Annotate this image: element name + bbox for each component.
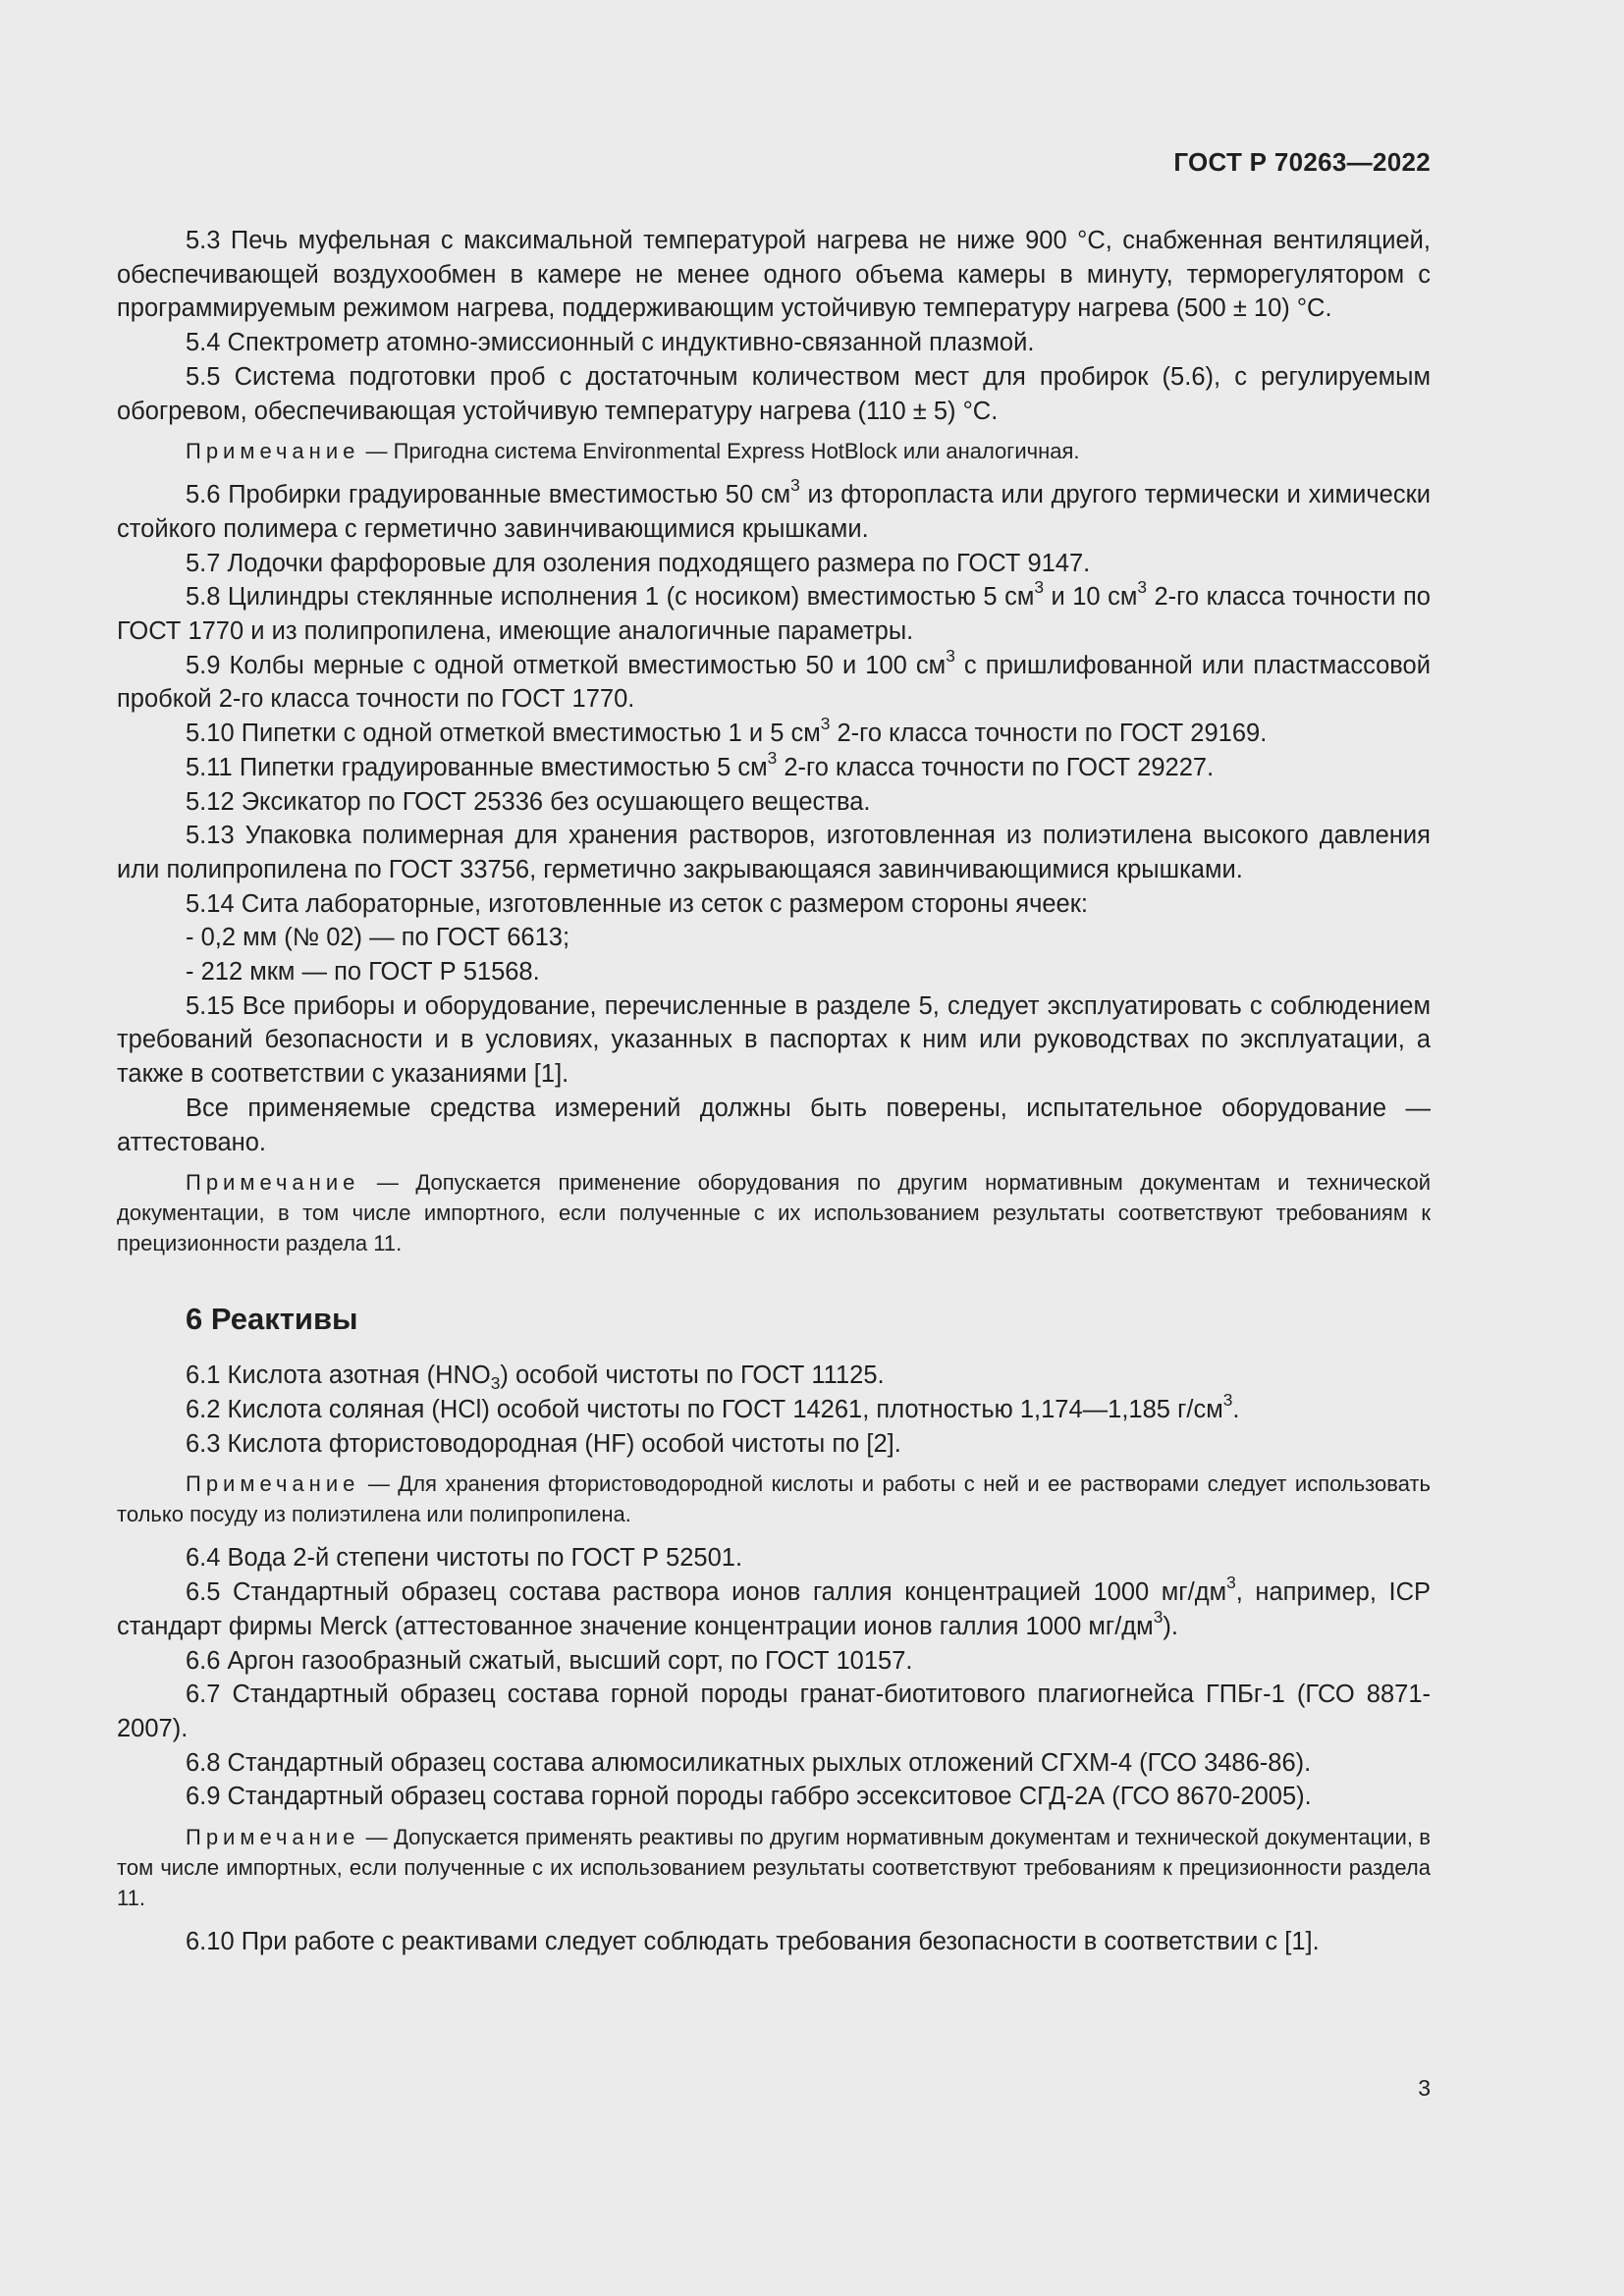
clause-5-8-part: 5.8 Цилиндры стеклянные исполнения 1 (с носиком) вместимостью 5 см [186,583,1035,612]
note-text: — Допускается применение оборудования по другим нормативным документам и технической документации, в том числе импортного, если полученные с их использованием результаты соответствуют требованиям к прецизионности раздела 11. [117,1170,1431,1256]
clause-6-6: 6.6 Аргон газообразный сжатый, высший сорт, по ГОСТ 10157. [186,1646,913,1675]
clause-5-7: 5.7 Лодочки фарфоровые для озоления подходящего размера по ГОСТ 9147. [186,549,1091,577]
clause-6-5-part: 6.5 Стандартный образец состава раствора ионов галлия концентрацией 1000 мг/дм [186,1578,1227,1607]
section-6-heading: 6 Реактивы [186,1302,358,1337]
note-label: Примечание [186,1471,360,1497]
superscript: 3 [1153,1606,1164,1627]
clause-5-10 [117,714,1431,751]
clause-6-5 [117,1575,1431,1643]
note-5-5 [117,436,1431,466]
page-number: 3 [1418,2075,1431,2101]
document-header: ГОСТ Р 70263—2022 [1173,147,1431,177]
note-label: Примечание [186,1170,360,1196]
superscript: 3 [790,475,800,496]
note-text: — Допускается применять реактивы по другим нормативным документам и технической документации, в том числе импортных, если полученные с их использованием результаты соответствуют требованиям к прецизионности раздела 11. [117,1825,1431,1911]
clause-5-13: 5.13 Упаковка полимерная для хранения растворов, изготовленная из полиэтилена высокого давления или полипропилена по ГОСТ 33756, герметично закрывающаяся завинчивающимися крышками. [117,822,1431,883]
clause-6-8: 6.8 Стандартный образец состава алюмосиликатных рыхлых отложений СГХМ-4 (ГСО 3486-86). [186,1748,1312,1777]
clause-5-14-item-1: - 0,2 мм (№ 02) — по ГОСТ 6613; [186,924,570,952]
clause-5-11-part: 5.11 Пипетки градуированные вместимостью 5 см [186,753,768,781]
clause-6-1-part: ) особой чистоты по ГОСТ 11125. [500,1362,885,1390]
clause-5-4: 5.4 Спектрометр атомно-эмиссионный с индуктивно-связанной плазмой. [186,329,1035,357]
clause-5-8-part: и 10 см [1044,583,1138,612]
superscript: 3 [1222,1389,1233,1410]
clause-6-9: 6.9 Стандартный образец состава горной породы габбро эссекситовое СГД-2А (ГСО 8670-2005). [186,1783,1312,1811]
note-text: — Пригодна система Environmental Express HotBlock или аналогичная. [359,439,1080,464]
clause-6-7: 6.7 Стандартный образец состава горной породы гранат-биотитового плагиогнейса ГПБг-1 (ГСО 8871-2007). [117,1681,1431,1742]
clause-6-2-part: 6.2 Кислота соляная (HCl) особой чистоты по ГОСТ 14261, плотностью 1,174—1,185 г/см [186,1395,1223,1423]
clause-5-9 [117,645,1431,717]
clause-5-10-part: 5.10 Пипетки с одной отметкой вместимостью 1 и 5 см [186,720,821,748]
note-label: Примечание [186,439,360,464]
clause-5-14: 5.14 Сита лабораторные, изготовленные из сеток с размером стороны ячеек: [186,889,1088,918]
note-label: Примечание [186,1825,360,1850]
note-6-3 [117,1468,1431,1529]
clause-6-2 [117,1389,1431,1427]
clause-5-3: 5.3 Печь муфельная с максимальной температурой нагрева не ниже 900 °С, снабженная вентиляцией, обеспечивающей воздухообмен в камере не менее одного объема камеры в минуту, терморегулятором с программируемым режимом нагрева, поддерживающим устойчивую температуру нагрева (500 ± 10) °С. [117,227,1431,323]
clause-5-8 [117,577,1431,648]
superscript: 3 [820,714,831,734]
clause-5-6 [117,475,1431,546]
clause-6-1 [117,1359,1431,1393]
clause-5-6-part: 5.6 Пробирки градуированные вместимостью 50 см [186,481,791,509]
clause-6-1-part: 6.1 Кислота азотная (HNO [186,1362,491,1390]
clause-6-10: 6.10 При работе с реактивами следует соблюдать требования безопасности в соответствии с [1]. [186,1928,1320,1956]
clause-5-15: 5.15 Все приборы и оборудование, перечисленные в разделе 5, следует эксплуатировать с соблюдением требований безопасности и в условиях, указанных в паспортах к ним или руководствах по эксплуатации, а также в соответствии с указаниями [1]. [117,991,1431,1089]
superscript: 3 [1226,1573,1236,1592]
clause-5-12: 5.12 Эксикатор по ГОСТ 25336 без осушающего вещества. [186,787,871,816]
clause-6-4: 6.4 Вода 2-й степени чистоты по ГОСТ Р 52501. [186,1544,743,1573]
clause-5-14-item-2: - 212 мкм — по ГОСТ Р 51568. [186,958,540,987]
clause-5-11 [117,747,1431,785]
superscript: 3 [767,747,778,768]
clause-5-9-part: 5.9 Колбы мерные с одной отметкой вместимостью 50 и 100 см [186,651,947,679]
subscript: 3 [490,1373,501,1394]
superscript: 3 [946,645,955,666]
clause-5-5: 5.5 Система подготовки проб с достаточным количеством мест для пробирок (5.6), с регулируемым обогревом, обеспечивающая устойчивую температуру нагрева (110 ± 5) °С. [117,362,1431,425]
clause-5-8-part: 2-го класса точности по ГОСТ 1770 и из полипропилена, имеющие аналогичные параметры. [117,583,1431,646]
note-6-9 [117,1822,1431,1913]
note-5-15 [117,1167,1431,1258]
clause-6-5-part: ). [1163,1612,1178,1640]
note-text: — Для хранения фтористоводородной кислоты и работы с ней и ее растворами следует использовать только посуду из полиэтилена или полипропилена. [117,1471,1431,1527]
clause-5-15-continuation: Все применяемые средства измерений должны быть поверены, испытательное оборудование — аттестовано. [117,1094,1431,1156]
clause-5-6-part: из фторопласта или другого термически и химически стойкого полимера с герметично завинчивающимися крышками. [117,481,1431,543]
page-content [117,224,1431,1959]
superscript: 3 [1137,577,1148,598]
clause-6-3: 6.3 Кислота фтористоводородная (HF) особой чистоты по [2]. [186,1429,901,1458]
clause-5-9-part: с пришлифованной или пластмассовой пробкой 2-го класса точности по ГОСТ 1770. [117,651,1431,714]
clause-5-11-part: 2-го класса точности по ГОСТ 29227. [777,753,1215,781]
superscript: 3 [1034,577,1045,598]
clause-6-2-part: . [1232,1395,1240,1423]
clause-6-5-part: , например, ICP стандарт фирмы Merck (аттестованное значение концентрации ионов галлия 1000 мг/дм [117,1578,1431,1640]
clause-5-10-part: 2-го класса точности по ГОСТ 29169. [830,720,1268,748]
